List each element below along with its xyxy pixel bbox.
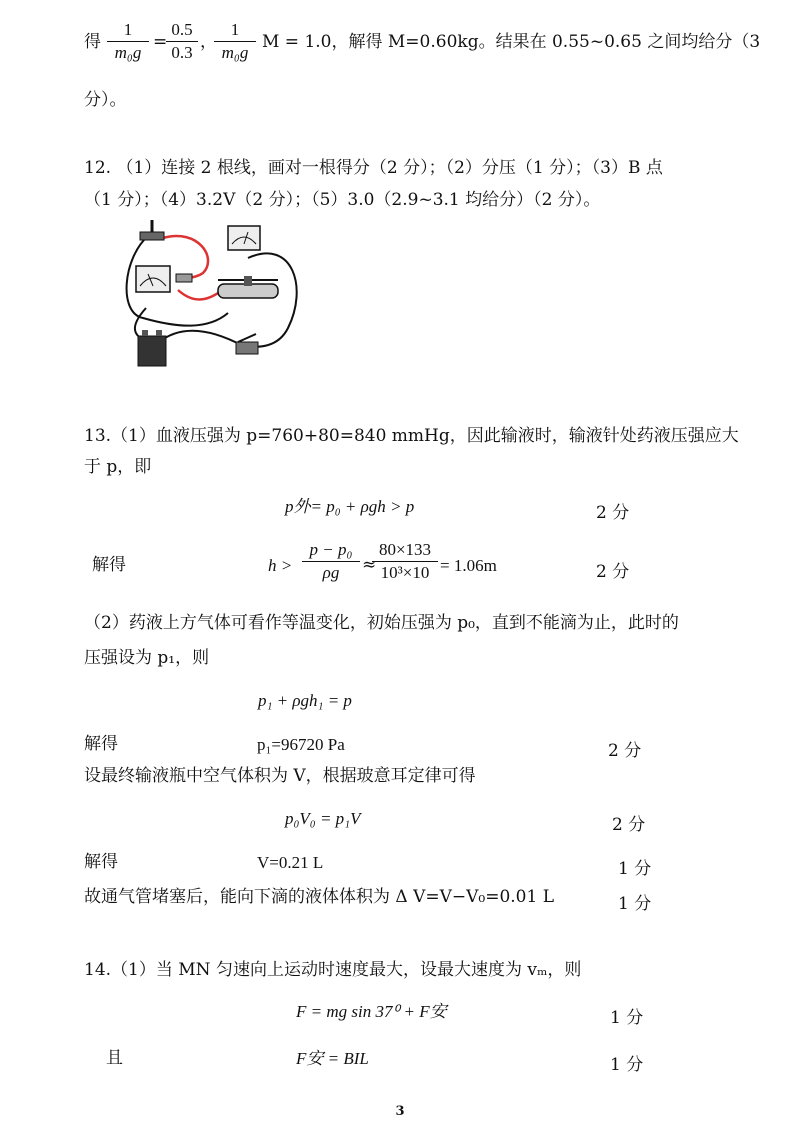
q13-eq2-f1-den: ρg <box>322 563 340 582</box>
q13-solve3-points: 1 分 <box>618 859 652 879</box>
q13-eq2-rhs: = 1.06m <box>440 556 497 575</box>
q13-line1: 13.（1）血液压强为 p=760+80=840 mmHg，因此输液时，输液针处药液压强应大 <box>84 426 739 446</box>
q13-eq2-fraction-1 <box>302 540 360 583</box>
top-rest: M = 1.0，解得 M=0.60kg。结果在 0.55~0.65 之间均给分（3 <box>262 32 761 52</box>
fraction-1-den: m₀g <box>114 43 142 62</box>
q13-solve-label: 解得 <box>92 555 126 575</box>
q13-eq4: p₀V₀ = p₁V <box>285 809 361 828</box>
q13-line2: 于 p，即 <box>84 457 152 477</box>
q14-eq2: F安 = BIL <box>296 1049 369 1068</box>
q12-line2: （1 分）；（4）3.2V（2 分）；（5）3.0（2.9~3.1 均给分）（2 分）。 <box>84 190 601 210</box>
q13-boyle-line: 设最终输液瓶中空气体积为 V，根据玻意耳定律可得 <box>84 766 476 786</box>
q13-solve3-label: 解得 <box>84 852 118 872</box>
q14-eq2-points: 1 分 <box>610 1055 644 1075</box>
circuit-diagram <box>118 218 318 378</box>
q13-solve2-label: 解得 <box>84 734 118 754</box>
q12-line1: 12. （1）连接 2 根线，画对一根得分（2 分）；（2）分压（1 分）；（3）B 点 <box>84 158 663 178</box>
text-de: 得 <box>84 32 101 52</box>
q13-eq2-lhs: h > <box>268 556 293 575</box>
q14-eq1: F = mg sin 37⁰ + F安 <box>296 1002 447 1021</box>
q13-solve2-value: p₁=96720 Pa <box>257 735 345 754</box>
q14-and-label: 且 <box>106 1048 123 1068</box>
q13-final-line: 故通气管堵塞后，能向下滴的液体体积为 Δ V=V−V₀=0.01 L <box>84 887 555 907</box>
q13-p2-line1: （2）药液上方气体可看作等温变化，初始压强为 p₀，直到不能滴为止，此时的 <box>84 613 679 633</box>
q13-p2-line2: 压强设为 p₁，则 <box>84 648 210 668</box>
fraction-3-num: 1 <box>230 20 240 39</box>
q13-eq1-points: 2 分 <box>596 503 630 523</box>
q13-final-points: 1 分 <box>618 894 652 914</box>
q13-eq1: p外= p₀ + ρgh > p <box>285 497 415 516</box>
eq-sign: = <box>153 32 168 52</box>
q13-solve2-points: 2 分 <box>608 741 642 761</box>
fraction-2-num: 0.5 <box>171 20 193 39</box>
fraction-2 <box>166 20 198 63</box>
q13-eq2-f2-num: 80×133 <box>378 540 432 559</box>
q13-eq2-f2-den: 10³×10 <box>380 563 430 582</box>
top-line2: 分）。 <box>84 90 127 110</box>
fraction-3 <box>214 20 256 63</box>
q13-eq2-f1-num: p − p₀ <box>309 540 353 559</box>
q13-eq2-fraction-2 <box>372 540 438 583</box>
q13-eq2-points: 2 分 <box>596 562 630 582</box>
q13-eq4-points: 2 分 <box>612 815 646 835</box>
fraction-1 <box>107 20 149 63</box>
q13-eq3: p₁ + ρgh₁ = p <box>258 691 352 710</box>
q14-eq1-points: 1 分 <box>610 1008 644 1028</box>
q14-line1: 14.（1）当 MN 匀速向上运动时速度最大，设最大速度为 vₘ，则 <box>84 960 582 980</box>
fraction-2-den: 0.3 <box>171 43 193 62</box>
page-number: 3 <box>395 1104 405 1119</box>
fraction-1-num: 1 <box>123 20 133 39</box>
q13-eq2-approx: ≈ <box>362 555 377 575</box>
fraction-3-den: m₀g <box>221 43 249 62</box>
q13-solve3-value: V=0.21 L <box>257 853 324 872</box>
comma: ， <box>200 32 217 52</box>
